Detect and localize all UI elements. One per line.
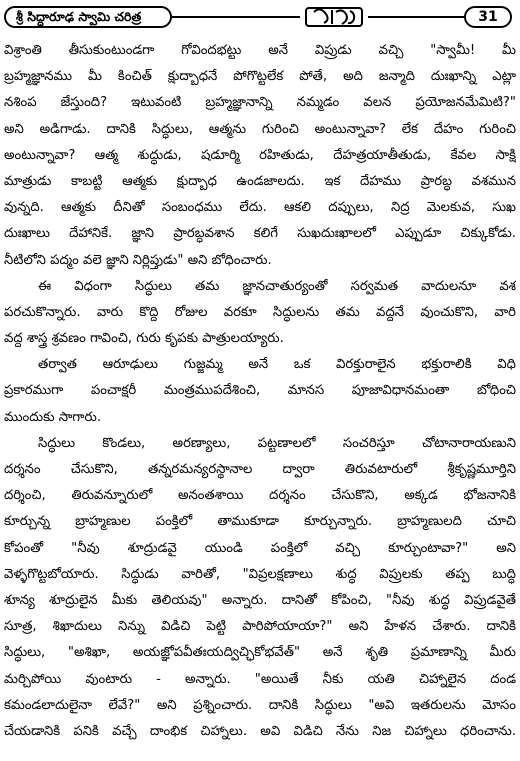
header-rule-left — [172, 16, 300, 18]
text-line: సిద్ధులు, "అశిఖా, అయజ్ఞోపవీతఃయద్విచ్ఛికోభవేత్" అనే శృతి ప్రమాణాన్ని మీరు — [4, 645, 516, 661]
text-line: విశ్రాంతి తీసుకుంటుండగా గోవిందభట్టు అనే విప్రుడు వచ్చి "స్వామీ! మీ — [4, 43, 516, 58]
text-line: శూన్య శూద్రులైన మీకు తెలియవు" అన్నారు. దానితో కోపించి, "నీవు శుద్ధ విప్రుడవైతే — [4, 592, 516, 608]
ornament-icon — [302, 4, 366, 30]
body-text — [4, 38, 516, 745]
text-line: అంటున్నావా? ఆత్మ శుద్ధుడు, షడూర్మి రహితుడు, దేహత్రయాతీతుడు, కేవల సాక్షి — [4, 147, 516, 163]
text-line: నశింప జేస్తుంది? ఇటువంటి బ్రహ్మజ్ఞానాన్ని నమ్మడం వలన ప్రయోజనమేమిటి?" — [4, 95, 516, 111]
text-line: పరచుకొన్నారు. వారు కొద్ది రోజుల వరకూ సిద్ధులను తమ వద్దనే వుంచుకొని, వారి — [4, 304, 516, 320]
text-line: చేయడానికి పనికి వచ్చే దాంభిక చిహ్నాలు. అవి విడిచి నేను నిజ చిహ్నాలు ధరించాను. — [4, 723, 516, 739]
text-line: కమండలాదులైనా లేవే?" అని ప్రశ్నించారు. దానికి సిద్ధులు "అవి ఇతరులను మోసం — [4, 697, 516, 713]
text-line: వెళ్ళగొట్టబోయారు. సిద్ధుడు వారితో, "విప్రలక్షణాలు శుద్ధ విప్రులకు తప్ప బుద్ధి — [4, 566, 516, 582]
text-line: కూర్చున్న బ్రాహ్మణుల పంక్తిలో తాముకూడా కూర్చున్నారు. బ్రాహ్మణులది చూచి — [4, 514, 516, 530]
text-line: వున్నది. ఆత్మకు దీనితో సంబంధము లేదు. ఆకలి దప్పులు, నిద్ర మెలకువ, సుఖ — [4, 200, 516, 216]
text-line: దుఃఖాలు దేహానికే. జ్ఞాని ప్రారబ్ధవశాన కలిగే సుఖదుఃఖాలలో ఎప్పుడూ చిక్కుకోడు. — [4, 226, 516, 242]
text-line: దర్శించి, తిరువన్నూరులో అనంతశాయి దర్శనం చేసుకొని, అక్కడ భోజనానికి — [4, 488, 516, 504]
text-line: తర్వాత ఆరూఢులు గుజ్జమ్మ అనే ఒక విరక్తురాలైన భక్తురాలికి విధి — [38, 357, 516, 373]
page-number: 31 — [464, 6, 512, 28]
text-line: అని అడిగాడు. దానికి సిద్ధులు, ఆత్మను గురించి అంటున్నావా? లేక దేహం గురించి — [4, 121, 516, 137]
header-rule-right — [368, 16, 464, 18]
text-line: బ్రహ్మజ్ఞానము మీ కించిత్ క్షుద్బాధనే పోగొట్టలేక పోతే, అది జన్మాది దుఃఖాన్ని ఎట్లా — [4, 69, 516, 85]
text-line: కోపంతో "నీవు శూద్రుడవై యుండి పంక్తిలో వచ్చి కూర్చుంటావా?" అని — [4, 540, 516, 556]
running-title: శ్రీ సిద్ధారూఢ స్వామి చరిత్ర — [4, 6, 172, 28]
text-line: ఈ విధంగా సిద్ధులు తమ జ్ఞానచాతుర్యంతో సర్వమత వాదులనూ వశ — [38, 278, 516, 294]
text-line: ప్రకారముగా పంచాక్షరీ మంత్రముపదేశించి, మానస పూజావిధానమంతా బోధించి — [4, 383, 516, 399]
text-line: ముందుకు సాగారు. — [4, 409, 102, 425]
text-line: దర్శనం చేసుకొని, తన్నరమన్యరస్థానాల ద్వారా తిరువటారులో శ్రీకృష్ణమూర్తిని — [4, 462, 516, 477]
text-line: నీటిలోని పద్మం వలె జ్ఞాని నిర్లిప్తుడు" అని బోధించారు. — [4, 252, 272, 268]
text-line: మర్చిపోయి వుంటారు - అన్నారు. "అయితే నీకు యతి చిహ్నాలైన దండ — [4, 671, 516, 687]
text-line: మాత్రుడు కాబట్టి ఆత్మకు క్షుద్బాధ ఉండజాలదు. ఇక దేహము ప్రారబ్ధ వశమున — [4, 173, 516, 189]
text-line: సిద్ధులు కొండలు, అరణ్యాలు, పట్టణాలలో సంచరిస్తూ చోటానారాయణుని — [38, 435, 516, 451]
page-header — [4, 6, 514, 32]
text-line: సూత్ర, శిఖాదులు నిన్ను విడిచి పెట్టి పారిపోయాయా?" అని హేళన చేశారు. దానికి — [4, 619, 516, 635]
text-line: వద్ద శాస్త్ర శ్రవణం గావించి, గురు కృపకు పాత్రులయ్యారు. — [4, 331, 284, 347]
